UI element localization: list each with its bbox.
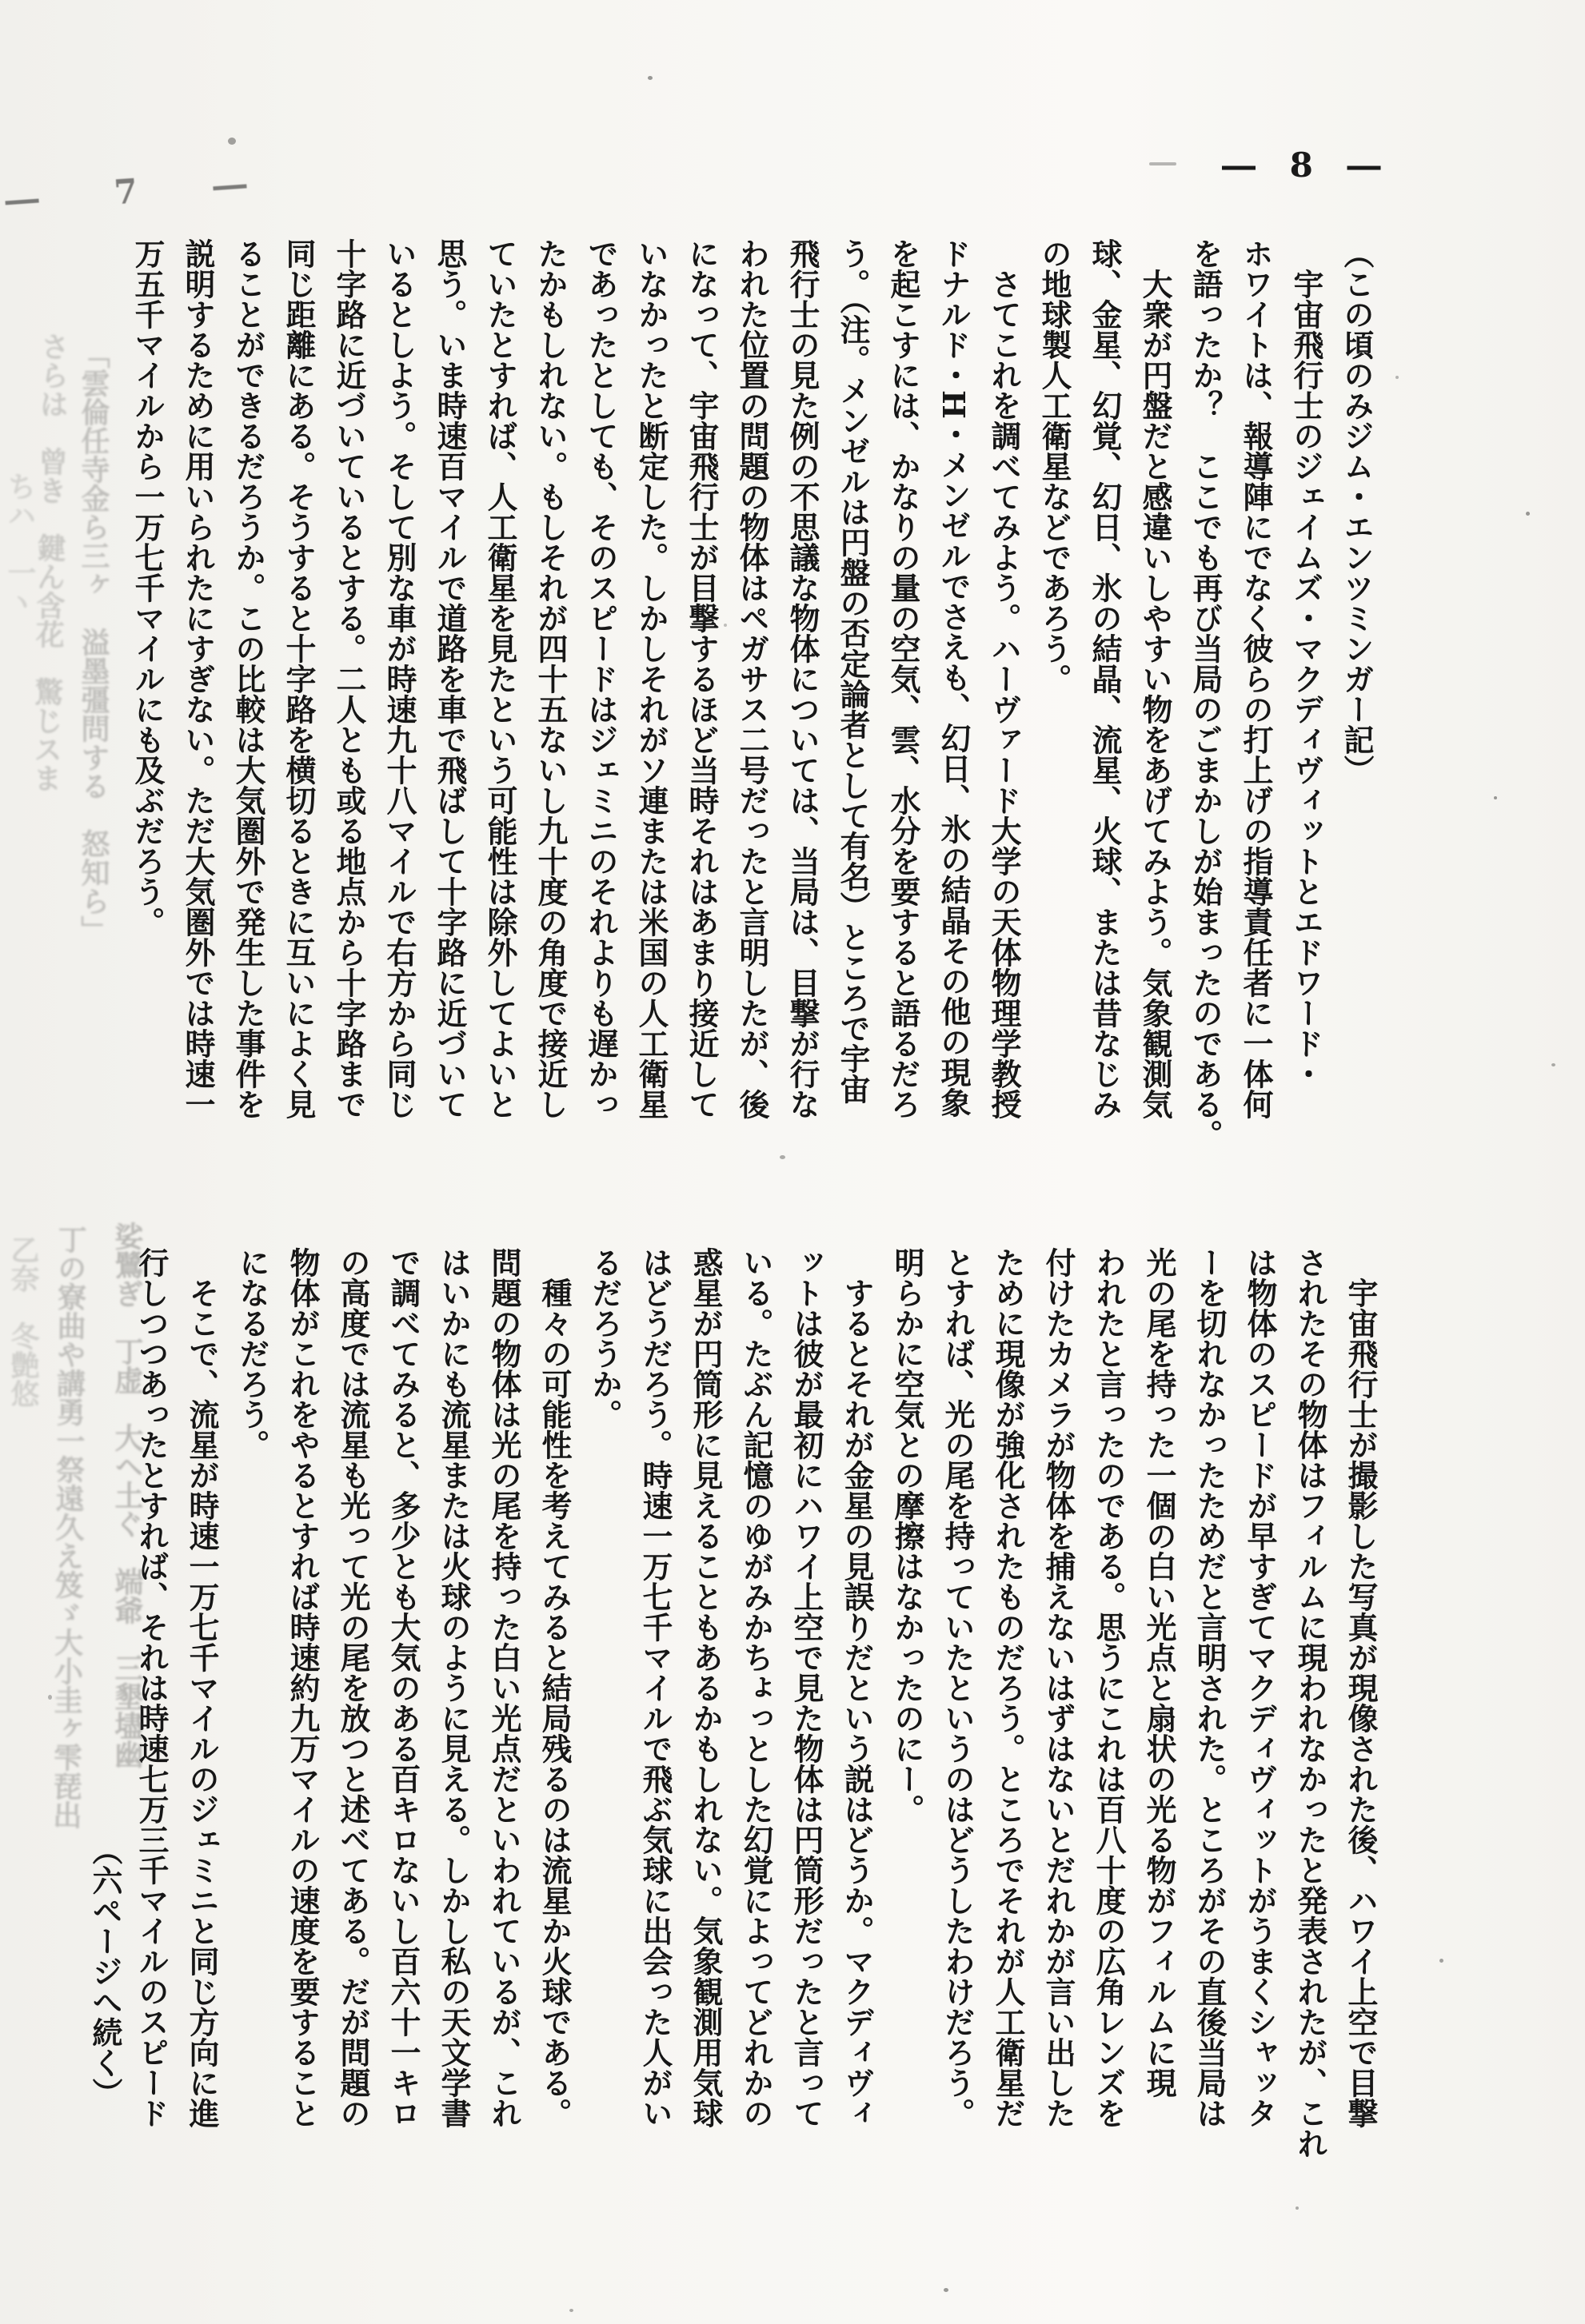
text-column: 付けたカメラが物体を捕えないはずはないとだれかが言い出した [1040, 1247, 1076, 2128]
text-column: （この頃のみジム・エンツミンガー記） [1339, 238, 1375, 785]
text-column: とすれば、光の尾を持っていたというのはどうしたわけだろう。 [940, 1247, 976, 2128]
text-column: るだろうか。 [587, 1247, 623, 1429]
text-column: そこで、流星が時速一万七千マイルのジェミニと同じ方向に進 [184, 1247, 220, 2128]
text-column: ットは彼が最初にハワイ上空で見た物体は円筒形だったと言って [789, 1247, 824, 2128]
text-column: いるとしよう。そして別な車が時速九十八マイルで右方から同じ [381, 238, 417, 1119]
scan-speck [1494, 796, 1497, 799]
bleedthrough-text-top-1: 「雲倫任寺金ら三ヶ 溢墨彊問する 怒知ら」 [77, 340, 110, 944]
scan-speck [648, 76, 653, 80]
scan-speck [48, 1695, 52, 1700]
text-column: 球、金星、幻覚、幻日、氷の結晶、流星、火球、または昔なじみ [1087, 238, 1123, 1119]
text-column: ために現像が強化されたものだろう。ところでそれが人工衛星だ [990, 1247, 1026, 2128]
bleedthrough-text-top-2: さらは 曾き 鍵ん含花 驚じスま [28, 331, 70, 793]
text-column: 同じ距離にある。そうすると十字路を横切るときに互いによく見 [281, 238, 317, 1119]
text-column: になるだろう。 [234, 1247, 270, 1460]
text-column: 万五千マイルから一万七千マイルにも及ぶだろう。 [130, 238, 166, 937]
text-column: 飛行士の見た例の不思議な物体については、当局は、目撃が行な [785, 238, 820, 1119]
text-column: 思う。いま時速百マイルで道路を車で飛ばして十字路に近づいて [432, 238, 468, 1119]
text-column: ることができるだろうか。この比較は大気圏外で発生した事件を [230, 238, 266, 1119]
scan-speck [1296, 2206, 1299, 2210]
text-column: 問題の物体は光の尾を持った白い光点だといわれているが、これ [486, 1247, 522, 2128]
text-column: はどうだろう。時速一万七千マイルで飛ぶ気球に出会った人がい [637, 1247, 673, 2128]
article-top-section [118, 238, 1382, 1198]
scan-speck [228, 138, 236, 145]
text-column: いる。たぶん記憶のゆがみかちょっとした幻覚によってどれかの [738, 1247, 774, 2128]
text-column: を起こすには、かなりの量の空気、雲、水分を要すると語るだろ [885, 238, 921, 1119]
scan-speck [724, 624, 727, 627]
text-column: であったとしても、そのスピードはジェミニのそれよりも遅かっ [583, 238, 619, 1119]
text-column: を語ったか？ ここでも再び当局のごまかしが始まったのである。 [1188, 238, 1224, 1150]
scan-speck [569, 2309, 573, 2312]
text-column: 種々の可能性を考えてみると結局残るのは流星か火球である。 [537, 1247, 573, 2128]
scan-speck [944, 2288, 948, 2292]
text-column: さてこれを調べてみよう。ハーヴァード大学の天体物理学教授 [986, 238, 1022, 1119]
text-column: は物体のスピードが早すぎてマクディヴィットがうまくシャッタ [1242, 1247, 1278, 2128]
scan-speck [1439, 1959, 1443, 1963]
text-column: の高度では流星も光って光の尾を放つと述べてある。だが問題の [335, 1247, 371, 2128]
text-column: 明らかに空気との摩擦はなかったのにー。 [889, 1247, 925, 1824]
text-column: 大衆が円盤だと感違いしやすい物をあげてみよう。気象観測気 [1137, 238, 1173, 1119]
text-column: の地球製人工衛星などであろう。 [1036, 238, 1072, 694]
text-column: ーを切れなかったためだと言明された。ところがその直後当局は [1192, 1247, 1228, 2128]
text-column: 物体がこれをやるとすれば時速約九万マイルの速度を要すること [285, 1247, 321, 2128]
bleedthrough-text-bottom-1: 娑鷺ぎ 丁虚 大ヘ土ぐ 端爺 三墾壗幽 [110, 1222, 144, 1768]
article-bottom-section [122, 1247, 1386, 2206]
text-column: われたと言ったのである。思うにこれは百八十度の広角レンズを [1091, 1247, 1127, 2128]
text-column: されたその物体はフィルムに現われなかったと発表されたが、これ [1292, 1247, 1328, 2159]
bleedthrough-text-bottom-3: 乙奈 冬艶悠 [6, 1235, 40, 1408]
text-column: 説明するために用いられたにすぎない。ただ大気圏外では時速一 [180, 238, 216, 1119]
text-column: になって、宇宙飛行士が目撃するほど当時それはあまり接近して [684, 238, 720, 1119]
page-number: ― 8 ― [1222, 145, 1392, 185]
text-column: ドナルド・H・メンゼルでさえも、幻日、氷の結晶その他の現象 [936, 238, 972, 1118]
continuation-note: （六ページへ続く） [87, 1835, 123, 2108]
text-column: ていたとすれば、人工衛星を見たという可能性は除外してよいと [482, 238, 518, 1119]
text-column: 行しつつあったとすれば、それは時速七万三千マイルのスピード [134, 1247, 170, 2128]
scan-speck [1526, 512, 1530, 516]
text-column: う。（注。メンゼルは円盤の否定論者として有名）ところで宇宙 [835, 238, 871, 1104]
text-column: 宇宙飛行士が撮影した写真が現像された後、ハワイ上空で目撃 [1343, 1247, 1379, 2128]
text-column: で調べてみると、多少とも大気のある百キロないし百六十一キロ [385, 1247, 421, 2128]
bleedthrough-text-bottom-2: 丁の寮曲や講勇一祭遠久え笈ゞ大小圭ヶ雫琵出 [48, 1224, 88, 1830]
text-column: ホワイトは、報導陣にでなく彼らの打上げの指導責任者に一体何 [1238, 238, 1274, 1119]
text-column: するとそれが金星の見誤りだという説はどうか。マクディヴィ [839, 1247, 875, 2128]
scan-speck [1551, 1063, 1555, 1066]
text-column: 宇宙飛行士のジェイムズ・マクディヴィットとエドワード・ [1288, 238, 1324, 1089]
bleedthrough-text-top-3: ちハ 一ヽ [3, 472, 37, 616]
text-column: はいかにも流星または火球のように見える。しかし私の天文学書 [436, 1247, 472, 2128]
text-column: 光の尾を持った一個の白い光点と扇状の光る物がフィルムに現 [1141, 1247, 1177, 2098]
text-column: たかもしれない。もしそれが四十五ないし九十度の角度で接近し [533, 238, 569, 1119]
scan-speck [1149, 162, 1176, 165]
text-column: 十字路に近づいているとする。二人とも或る地点から十字路まで [331, 238, 367, 1119]
previous-page-number-faint: ― 7 ― [3, 161, 280, 220]
scan-speck [1395, 376, 1399, 379]
text-column: 惑星が円筒形に見えることもあるかもしれない。気象観測用気球 [688, 1247, 724, 2128]
text-column: いなかったと断定した。しかしそれがソ連または米国の人工衛星 [633, 238, 669, 1119]
scan-speck [780, 1155, 785, 1159]
text-column: われた位置の問題の物体はペガサス二号だったと言明したが、後 [734, 238, 770, 1119]
